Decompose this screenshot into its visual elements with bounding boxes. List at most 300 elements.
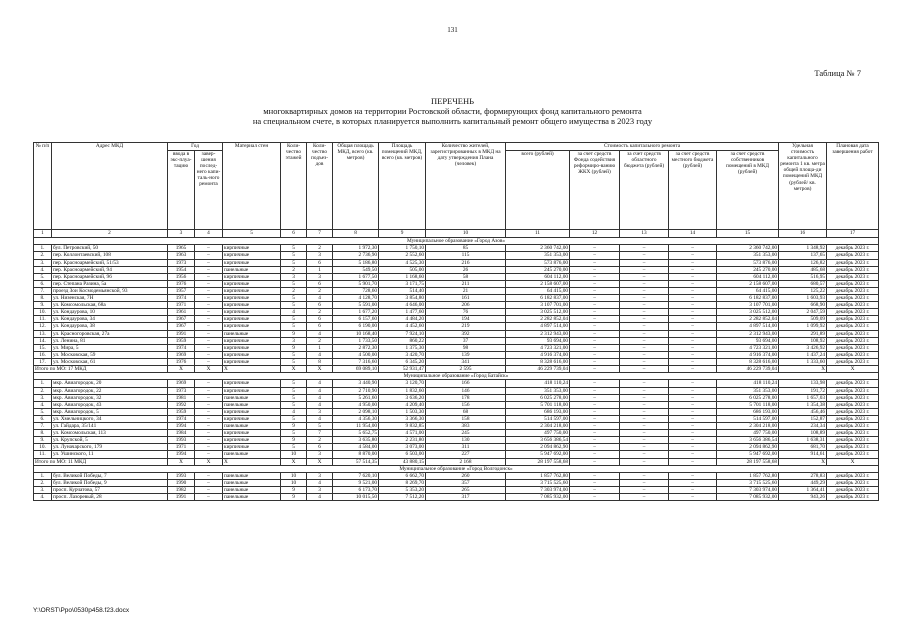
table-cell: – bbox=[620, 430, 669, 437]
column-number-cell: 2 bbox=[52, 230, 168, 238]
table-cell: 1 375,30 bbox=[379, 344, 426, 351]
table-cell: 485,68 bbox=[779, 266, 827, 273]
table-cell: 1 437,24 bbox=[779, 351, 827, 358]
table-cell: – bbox=[620, 344, 669, 351]
table-cell: 392 bbox=[426, 330, 506, 337]
col-cost-region-header: за счет средств областного бюджета (рублей) bbox=[620, 151, 669, 230]
table-cell: 3 426,92 bbox=[779, 344, 827, 351]
table-cell: 5 652,75 bbox=[333, 430, 379, 437]
title-line-2: многоквартирных домов на территории Ростовской области, формирующих фонд капитального ремонта bbox=[263, 106, 642, 116]
table-cell: – bbox=[620, 423, 669, 430]
table-cell: 6 182 837,00 bbox=[717, 295, 779, 302]
table-cell: 680,57 bbox=[779, 280, 827, 287]
table-cell: – bbox=[570, 408, 620, 415]
table-cell: 9 bbox=[281, 344, 307, 351]
table-cell: 4 500,00 bbox=[333, 351, 379, 358]
table-cell: – bbox=[669, 287, 717, 294]
table-cell: 8 269,70 bbox=[379, 480, 426, 487]
total-cell: 2 595 bbox=[426, 365, 506, 372]
total-cell: 28 197 558,68 bbox=[717, 458, 779, 465]
table-row bbox=[34, 316, 879, 323]
table-cell: ул. Гайдара, 35/141 bbox=[52, 423, 168, 430]
table-cell: 6 025 278,00 bbox=[717, 394, 779, 401]
table-cell: пер. Коллонтаевский, 108 bbox=[52, 252, 168, 259]
table-cell: – bbox=[195, 423, 223, 430]
table-cell: 3 bbox=[307, 273, 333, 280]
table-row bbox=[34, 323, 879, 330]
column-number-cell: 13 bbox=[620, 230, 669, 238]
col-cost-owners-header: за счет средств собственников помещений в МКД (рублей) bbox=[717, 151, 779, 230]
table-cell: 3 025 512,00 bbox=[717, 309, 779, 316]
table-cell: 4 916 374,00 bbox=[506, 351, 570, 358]
table-cell: – bbox=[570, 380, 620, 387]
table-cell: 10 bbox=[281, 480, 307, 487]
table-row bbox=[34, 302, 879, 309]
table-cell: 133,98 bbox=[779, 380, 827, 387]
table-cell: 1973 bbox=[168, 387, 195, 394]
table-cell: 125,22 bbox=[779, 287, 827, 294]
table-cell: 17. bbox=[34, 358, 52, 365]
table-cell: 1 168,60 bbox=[379, 273, 426, 280]
table-cell: кирпичные bbox=[223, 408, 281, 415]
table-cell: – bbox=[195, 344, 223, 351]
table-cell: 166 bbox=[426, 380, 506, 387]
table-cell: – bbox=[620, 295, 669, 302]
table-cell: 1 750,10 bbox=[379, 245, 426, 252]
capital-repair-table bbox=[33, 142, 879, 501]
table-cell: – bbox=[195, 358, 223, 365]
table-cell: 341 bbox=[426, 358, 506, 365]
table-cell: – bbox=[620, 444, 669, 451]
table-cell: – bbox=[669, 351, 717, 358]
table-cell: декабрь 2023 г. bbox=[827, 280, 879, 287]
table-cell: 3 171,75 bbox=[379, 280, 426, 287]
table-cell: декабрь 2023 г. bbox=[827, 444, 879, 451]
col-cost-group-header: Стоимость капитального ремонта bbox=[506, 143, 779, 151]
table-cell: 1. bbox=[34, 245, 52, 252]
table-cell: 5. bbox=[34, 273, 52, 280]
table-cell: 146 bbox=[426, 387, 506, 394]
table-cell: панельные bbox=[223, 266, 281, 273]
table-cell: 3 107 701,00 bbox=[506, 302, 570, 309]
table-cell: 8 870,00 bbox=[333, 451, 379, 458]
table-cell: 6 503,00 bbox=[379, 451, 426, 458]
total-cell: X bbox=[223, 365, 281, 372]
table-cell: 1 832,60 bbox=[379, 387, 426, 394]
table-cell: декабрь 2023 г. bbox=[827, 337, 879, 344]
table-cell: – bbox=[669, 259, 717, 266]
table-row bbox=[34, 472, 879, 479]
table-cell: 1 603,93 bbox=[779, 295, 827, 302]
table-cell: – bbox=[620, 408, 669, 415]
section-title: Муниципальное образование «Город Азов» bbox=[34, 238, 879, 245]
table-cell: декабрь 2023 г. bbox=[827, 309, 879, 316]
table-cell: – bbox=[195, 401, 223, 408]
table-cell: кирпичные bbox=[223, 387, 281, 394]
col-address-header: Адрес МКД bbox=[52, 143, 168, 230]
table-cell: – bbox=[669, 330, 717, 337]
table-cell: 5 bbox=[307, 423, 333, 430]
table-cell: – bbox=[570, 351, 620, 358]
section-row bbox=[34, 373, 879, 380]
table-cell: – bbox=[195, 273, 223, 280]
column-number-cell: 16 bbox=[779, 230, 827, 238]
table-cell: 2 094 862,90 bbox=[717, 444, 779, 451]
table-cell: – bbox=[669, 245, 717, 252]
table-cell: 7 085 932,00 bbox=[717, 494, 779, 501]
table-cell: – bbox=[669, 430, 717, 437]
table-cell: декабрь 2023 г. bbox=[827, 295, 879, 302]
table-cell: 351 353,00 bbox=[717, 252, 779, 259]
table-cell: 4 484,20 bbox=[379, 316, 426, 323]
total-cell: X bbox=[779, 458, 827, 465]
table-cell: кирпичные bbox=[223, 316, 281, 323]
column-number-cell: 17 bbox=[827, 230, 879, 238]
total-cell: – bbox=[570, 458, 620, 465]
table-cell: 2 158 607,00 bbox=[506, 280, 570, 287]
table-cell: 9. bbox=[34, 302, 52, 309]
table-cell: декабрь 2023 г. bbox=[827, 387, 879, 394]
table-cell: 4. bbox=[34, 401, 52, 408]
table-cell: 1 503,30 bbox=[379, 408, 426, 415]
table-cell: 158 bbox=[426, 415, 506, 422]
table-cell: 1. bbox=[34, 380, 52, 387]
col-cost-local-header: за счет средств местного бюджета (рублей) bbox=[669, 151, 717, 230]
total-cell: X bbox=[223, 458, 281, 465]
table-cell: – bbox=[570, 480, 620, 487]
table-cell: 126,82 bbox=[779, 259, 827, 266]
table-cell: 11 954,00 bbox=[333, 423, 379, 430]
table-row bbox=[34, 259, 879, 266]
table-cell: 5 bbox=[281, 280, 307, 287]
table-cell: 14. bbox=[34, 337, 52, 344]
table-cell: 2 098,10 bbox=[333, 408, 379, 415]
table-row bbox=[34, 415, 879, 422]
table-cell: кирпичные bbox=[223, 415, 281, 422]
table-cell: декабрь 2023 г. bbox=[827, 415, 879, 422]
table-cell: 4 525,30 bbox=[379, 259, 426, 266]
table-cell: 3 bbox=[281, 273, 307, 280]
table-cell: бул. Великой Победы, 7 bbox=[52, 472, 168, 479]
table-cell: – bbox=[669, 423, 717, 430]
table-cell: мкр. Авиагородок, 22 bbox=[52, 387, 168, 394]
table-cell: 1 972,30 bbox=[333, 245, 379, 252]
table-cell: 5 947 692,00 bbox=[717, 451, 779, 458]
table-row bbox=[34, 330, 879, 337]
column-number-cell: 10 bbox=[426, 230, 506, 238]
table-cell: декабрь 2023 г. bbox=[827, 259, 879, 266]
table-cell: 3 635,80 bbox=[333, 437, 379, 444]
table-cell: ул. Луначарского, 179 bbox=[52, 444, 168, 451]
table-cell: 245 270,00 bbox=[717, 266, 779, 273]
table-cell: 2 312 943,00 bbox=[717, 330, 779, 337]
table-cell: 573 876,00 bbox=[506, 259, 570, 266]
table-cell: 1969 bbox=[168, 380, 195, 387]
table-cell: декабрь 2023 г. bbox=[827, 287, 879, 294]
table-cell: 5 bbox=[281, 380, 307, 387]
table-row bbox=[34, 295, 879, 302]
table-cell: 4 bbox=[281, 408, 307, 415]
table-cell: 10 bbox=[281, 451, 307, 458]
table-cell: декабрь 2023 г. bbox=[827, 273, 879, 280]
table-cell: ул. Кондаурова, 34 bbox=[52, 316, 168, 323]
table-cell: – bbox=[669, 444, 717, 451]
table-cell: – bbox=[570, 309, 620, 316]
table-cell: ул. Московская, 61 bbox=[52, 358, 168, 365]
section-title: Муниципальное образование «Город Батайск» bbox=[34, 373, 879, 380]
table-cell: 3 bbox=[307, 252, 333, 259]
table-cell: – bbox=[620, 394, 669, 401]
table-cell: панельные bbox=[223, 487, 281, 494]
table-cell: 514 597,00 bbox=[506, 415, 570, 422]
column-number-cell: 15 bbox=[717, 230, 779, 238]
table-cell: 1990 bbox=[168, 480, 195, 487]
table-cell: – bbox=[195, 266, 223, 273]
table-cell: – bbox=[195, 451, 223, 458]
table-cell: панельные bbox=[223, 423, 281, 430]
table-cell: 291,89 bbox=[779, 330, 827, 337]
column-number-cell: 4 bbox=[195, 230, 223, 238]
table-row bbox=[34, 401, 879, 408]
table-cell: 10. bbox=[34, 309, 52, 316]
table-cell: 13. bbox=[34, 330, 52, 337]
table-cell: 6 bbox=[307, 280, 333, 287]
table-cell: 21 bbox=[426, 287, 506, 294]
table-cell: 2 047,59 bbox=[779, 309, 827, 316]
table-cell: 76 bbox=[426, 309, 506, 316]
table-cell: – bbox=[195, 316, 223, 323]
table-cell: 3 073,00 bbox=[379, 444, 426, 451]
table-cell: – bbox=[620, 451, 669, 458]
table-cell: 68 bbox=[426, 408, 506, 415]
table-cell: – bbox=[620, 273, 669, 280]
table-cell: – bbox=[195, 252, 223, 259]
table-cell: 11. bbox=[34, 316, 52, 323]
table-cell: 1 677,50 bbox=[333, 273, 379, 280]
table-cell: панельные bbox=[223, 472, 281, 479]
table-cell: – bbox=[195, 487, 223, 494]
table-cell: ул. Ушинского, 11 bbox=[52, 451, 168, 458]
table-cell: 5 bbox=[281, 394, 307, 401]
table-cell: – bbox=[669, 273, 717, 280]
col-floors-header: Коли-чество этажей bbox=[281, 143, 307, 230]
table-cell: 245 bbox=[426, 430, 506, 437]
total-cell: 46 229 739,04 bbox=[717, 365, 779, 372]
table-cell: 178 bbox=[426, 394, 506, 401]
table-cell: – bbox=[570, 487, 620, 494]
table-cell: 8. bbox=[34, 295, 52, 302]
table-cell: мкр. Авиагородок, 43 bbox=[52, 401, 168, 408]
total-cell: 57 514,35 bbox=[333, 458, 379, 465]
table-cell: 1971 bbox=[168, 444, 195, 451]
table-cell: декабрь 2023 г. bbox=[827, 358, 879, 365]
table-cell: – bbox=[669, 394, 717, 401]
table-cell: – bbox=[620, 358, 669, 365]
table-cell: – bbox=[669, 401, 717, 408]
table-cell: мкр. Авиагородок, 32 bbox=[52, 394, 168, 401]
table-cell: декабрь 2023 г. bbox=[827, 344, 879, 351]
table-cell: 6 190,00 bbox=[333, 323, 379, 330]
table-row bbox=[34, 487, 879, 494]
table-row bbox=[34, 423, 879, 430]
table-cell: 9. bbox=[34, 437, 52, 444]
table-cell: декабрь 2023 г. bbox=[827, 437, 879, 444]
total-cell: X bbox=[281, 365, 307, 372]
table-cell: 7. bbox=[34, 423, 52, 430]
table-cell: 4 bbox=[307, 494, 333, 501]
table-cell: 2 bbox=[307, 337, 333, 344]
table-cell: 497 750,00 bbox=[717, 430, 779, 437]
table-cell: 4 bbox=[307, 351, 333, 358]
table-row bbox=[34, 387, 879, 394]
table-cell: – bbox=[570, 302, 620, 309]
table-cell: ул. Хмельницкого, 34 bbox=[52, 415, 168, 422]
column-number-cell: 3 bbox=[168, 230, 195, 238]
table-cell: 4 916 374,00 bbox=[717, 351, 779, 358]
table-cell: 4 452,60 bbox=[379, 323, 426, 330]
table-cell: 1976 bbox=[168, 358, 195, 365]
table-cell: – bbox=[195, 259, 223, 266]
table-cell: кирпичные bbox=[223, 252, 281, 259]
table-cell: 604 112,00 bbox=[506, 273, 570, 280]
table-cell: панельные bbox=[223, 394, 281, 401]
table-cell: – bbox=[669, 309, 717, 316]
column-number-row bbox=[34, 230, 879, 238]
table-cell: 5 186,80 bbox=[333, 259, 379, 266]
table-cell: 1 333,60 bbox=[779, 358, 827, 365]
table-cell: панельные bbox=[223, 401, 281, 408]
table-row bbox=[34, 252, 879, 259]
table-cell: 4 bbox=[307, 295, 333, 302]
table-cell: 3 854,80 bbox=[379, 295, 426, 302]
column-number-cell: 6 bbox=[281, 230, 307, 238]
table-cell: 3 025 512,00 bbox=[506, 309, 570, 316]
table-cell: 1956 bbox=[168, 273, 195, 280]
table-cell: 7 303 974,00 bbox=[717, 487, 779, 494]
table-cell: 161 bbox=[426, 295, 506, 302]
table-cell: кирпичные bbox=[223, 444, 281, 451]
table-cell: пер. Красноармейский, 51/53 bbox=[52, 259, 168, 266]
table-cell: 418 110,24 bbox=[717, 380, 779, 387]
table-cell: – bbox=[570, 287, 620, 294]
table-cell: – bbox=[669, 344, 717, 351]
table-cell: 137,65 bbox=[779, 252, 827, 259]
table-cell: 1969 bbox=[168, 351, 195, 358]
table-cell: 58 bbox=[426, 273, 506, 280]
table-row bbox=[34, 480, 879, 487]
col-specific-cost-header: Удельная стоимость капитального ремонта 1 кв. метра общей площа-ди помещений МКД (рублей/ кв. метров) bbox=[779, 143, 827, 230]
table-cell: 3 656 386,54 bbox=[717, 437, 779, 444]
table-cell: 2 bbox=[307, 309, 333, 316]
table-cell: – bbox=[570, 330, 620, 337]
table-cell: 9 bbox=[281, 494, 307, 501]
table-cell: 549,50 bbox=[333, 266, 379, 273]
table-cell: – bbox=[620, 337, 669, 344]
table-cell: 9 832,85 bbox=[379, 423, 426, 430]
table-cell: 5 bbox=[281, 387, 307, 394]
table-cell: – bbox=[669, 323, 717, 330]
table-cell: 115 bbox=[426, 252, 506, 259]
table-cell: 1992 bbox=[168, 401, 195, 408]
table-cell: 6 182 837,00 bbox=[506, 295, 570, 302]
table-cell: 93 694,00 bbox=[506, 337, 570, 344]
table-cell: 8 bbox=[307, 358, 333, 365]
table-cell: 1 733,50 bbox=[333, 337, 379, 344]
table-cell: пер. Степана Разина, 5а bbox=[52, 280, 168, 287]
table-cell: 2 bbox=[307, 437, 333, 444]
table-cell: – bbox=[570, 280, 620, 287]
table-cell: 1 477,60 bbox=[379, 309, 426, 316]
table-cell: кирпичные bbox=[223, 295, 281, 302]
table-cell: 64 415,00 bbox=[506, 287, 570, 294]
table-cell: 2 282 852,04 bbox=[717, 316, 779, 323]
table-cell: декабрь 2023 г. bbox=[827, 316, 879, 323]
total-cell: – bbox=[669, 365, 717, 372]
table-cell: 64 415,00 bbox=[717, 287, 779, 294]
table-body bbox=[34, 230, 879, 501]
table-cell: 5 947 692,00 bbox=[506, 451, 570, 458]
table-cell: 10 168,40 bbox=[333, 330, 379, 337]
table-cell: – bbox=[195, 444, 223, 451]
table-cell: декабрь 2023 г. bbox=[827, 302, 879, 309]
table-cell: 1963 bbox=[168, 252, 195, 259]
table-cell: 1994 bbox=[168, 423, 195, 430]
table-cell: 1974 bbox=[168, 344, 195, 351]
table-cell: 2. bbox=[34, 480, 52, 487]
table-cell: 5 bbox=[281, 430, 307, 437]
table-cell: 3 715 525,60 bbox=[717, 480, 779, 487]
table-cell: – bbox=[620, 287, 669, 294]
table-cell: 1974 bbox=[168, 295, 195, 302]
table-cell: 2 552,60 bbox=[379, 252, 426, 259]
table-cell: 156 bbox=[426, 401, 506, 408]
col-cost-total-header: всего (рублей) bbox=[506, 151, 570, 230]
table-cell: 6 bbox=[307, 323, 333, 330]
table-cell: 2 094 862,90 bbox=[506, 444, 570, 451]
table-cell: 7 085 932,00 bbox=[506, 494, 570, 501]
table-cell: – bbox=[570, 245, 620, 252]
table-cell: 2 bbox=[307, 245, 333, 252]
table-cell: 449,29 bbox=[779, 480, 827, 487]
table-cell: – bbox=[195, 302, 223, 309]
table-cell: 1957 bbox=[168, 287, 195, 294]
table-cell: 93 694,00 bbox=[717, 337, 779, 344]
table-cell: пер. Красноармейский, 96 bbox=[52, 273, 168, 280]
total-cell: X bbox=[281, 458, 307, 465]
table-cell: – bbox=[195, 309, 223, 316]
total-cell: 46 229 739,04 bbox=[506, 365, 570, 372]
table-cell: 5 bbox=[281, 259, 307, 266]
table-cell: 278,83 bbox=[779, 472, 827, 479]
section-title: Муниципальное образование «Город Волгодонск» bbox=[34, 465, 879, 472]
total-cell: X bbox=[827, 458, 879, 465]
column-number-cell: 11 bbox=[506, 230, 570, 238]
table-cell: 604 112,00 bbox=[717, 273, 779, 280]
table-row bbox=[34, 451, 879, 458]
total-row bbox=[34, 365, 879, 372]
table-cell: 2. bbox=[34, 387, 52, 394]
table-cell: ул. Красногоровская, 27а bbox=[52, 330, 168, 337]
table-cell: 4 209,40 bbox=[379, 401, 426, 408]
table-cell: ул. Низенская, 7Н bbox=[52, 295, 168, 302]
table-cell: – bbox=[570, 437, 620, 444]
table-cell: 4 950,00 bbox=[333, 401, 379, 408]
table-cell: – bbox=[195, 380, 223, 387]
table-row bbox=[34, 380, 879, 387]
table-cell: – bbox=[620, 351, 669, 358]
table-cell: 1965 bbox=[168, 245, 195, 252]
table-cell: – bbox=[570, 472, 620, 479]
